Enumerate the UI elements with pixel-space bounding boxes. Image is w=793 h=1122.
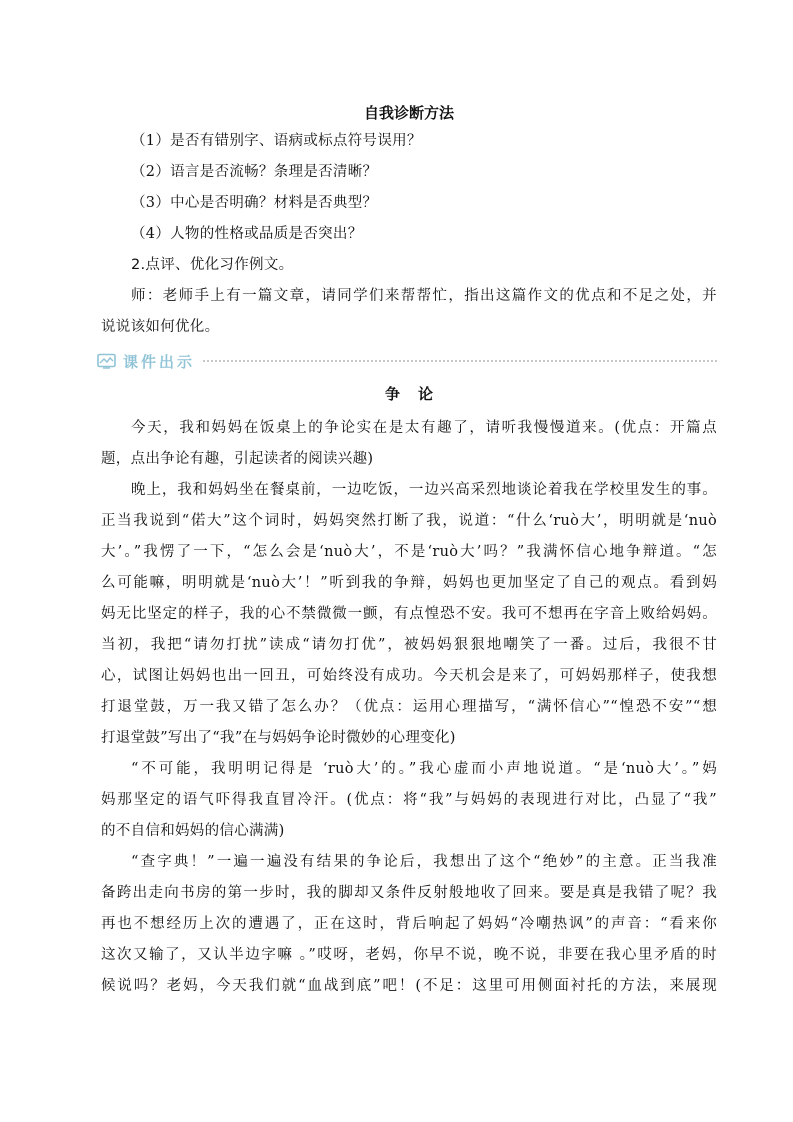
article-line: 这次又输了，又认半边字嘛 。”哎呀，老妈，你早不说，晚不说，非要在我心里矛盾的时: [101, 947, 717, 963]
teacher-paragraph: [101, 281, 717, 343]
diagnosis-item: （4）人物的性格或品质是否突出？: [131, 226, 363, 242]
article-line: “查字典！”一遍一遍没有结果的争论后，我想出了这个“绝妙”的主意。正当我准: [131, 854, 717, 870]
diagnosis-list: [101, 126, 717, 250]
article-line: 晚上，我和妈妈坐在餐桌前，一边吃饭，一边兴高采烈地谈论着我在学校里发生的事。: [131, 482, 717, 498]
article-title: 争论: [384, 385, 451, 403]
article-line: 正当我说到“偌大”这个词时，妈妈突然打断了我，说道：“什么‘ruò大’，明明就是‘nuò: [101, 513, 717, 529]
courseware-icon: [97, 353, 117, 369]
article-line: 备跨出走向书房的第一步时，我的脚却又条件反射般地收了回来。要是真是我错了呢？我: [101, 885, 717, 901]
article-line: 妈那坚定的语气吓得我直冒冷汗。(优点：将“我”与妈妈的表现进行对比，凸显了“我”: [101, 792, 717, 808]
teacher-line: 说说该如何优化。: [101, 319, 220, 335]
article-line: 今天，我和妈妈在饭桌上的争论实在是太有趣了，请听我慢慢道来。(优点：开篇点: [131, 420, 717, 436]
article-line: 大’。”我愣了一下，“怎么会是‘nuò大’，不是‘ruò大’吗？”我满怀信心地争辩道。“怎: [101, 544, 717, 560]
diagnosis-item: （1）是否有错别字、语病或标点符号误用？: [131, 133, 422, 149]
article-line: 的不自信和妈妈的信心满满): [101, 823, 285, 839]
article-line: 么可能嘛，明明就是‘nuò大’！”听到我的争辩，妈妈也更加坚定了自己的观点。看到妈: [101, 575, 717, 591]
article-line: “不可能，我明明记得是 ‘ruò大’的。”我心虚而小声地说道。“是‘nuò大’。”妈: [131, 761, 717, 777]
courseware-label: 课件出示: [123, 352, 196, 371]
diagnosis-title: 自我诊断方法: [363, 104, 454, 122]
article-paragraph: [101, 475, 717, 754]
article-line: 打退堂鼓，万一我又错了怎么办？（优点：运用心理描写，“满怀信心”“惶恐不安”“想: [101, 699, 717, 715]
diagnosis-item: （3）中心是否明确？材料是否典型？: [131, 195, 378, 211]
step-heading: 2.点评、优化习作例文。: [131, 257, 294, 273]
article-line: 妈无比坚定的样子，我的心不禁微微一颤，有点惶恐不安。我可不想再在字音上败给妈妈。: [101, 606, 717, 622]
article-line: 再也不想经历上次的遭遇了，正在这时，背后响起了妈妈“冷嘲热讽”的声音：“看来你: [101, 916, 717, 932]
page-content: [101, 100, 717, 1002]
courseware-banner: [97, 343, 717, 379]
article-paragraph: [101, 847, 717, 1002]
article-paragraph: [101, 754, 717, 847]
article-line: 打退堂鼓”写出了“我”在与妈妈争论时微妙的心理变化): [101, 730, 456, 746]
teacher-line: 师：老师手上有一篇文章，请同学们来帮帮忙，指出这篇作文的优点和不足之处，并: [131, 288, 717, 304]
banner-divider: [203, 360, 717, 362]
article-line: 题，点出争论有趣，引起读者的阅读兴趣): [101, 451, 374, 467]
article-line: 候说吗？老妈，今天我们就“血战到底”吧！(不足：这里可用侧面衬托的方法，来展现: [101, 978, 717, 994]
diagnosis-item: （2）语言是否流畅？条理是否清晰？: [131, 164, 378, 180]
article-paragraph: [101, 413, 717, 475]
article-line: 当初，我把“请勿打扰”读成“请勿打优”，被妈妈狠狠地嘲笑了一番。过后，我很不甘: [101, 637, 717, 653]
article-line: 心，试图让妈妈也出一回丑，可始终没有成功。今天机会是来了，可妈妈那样子，使我想: [101, 668, 717, 684]
